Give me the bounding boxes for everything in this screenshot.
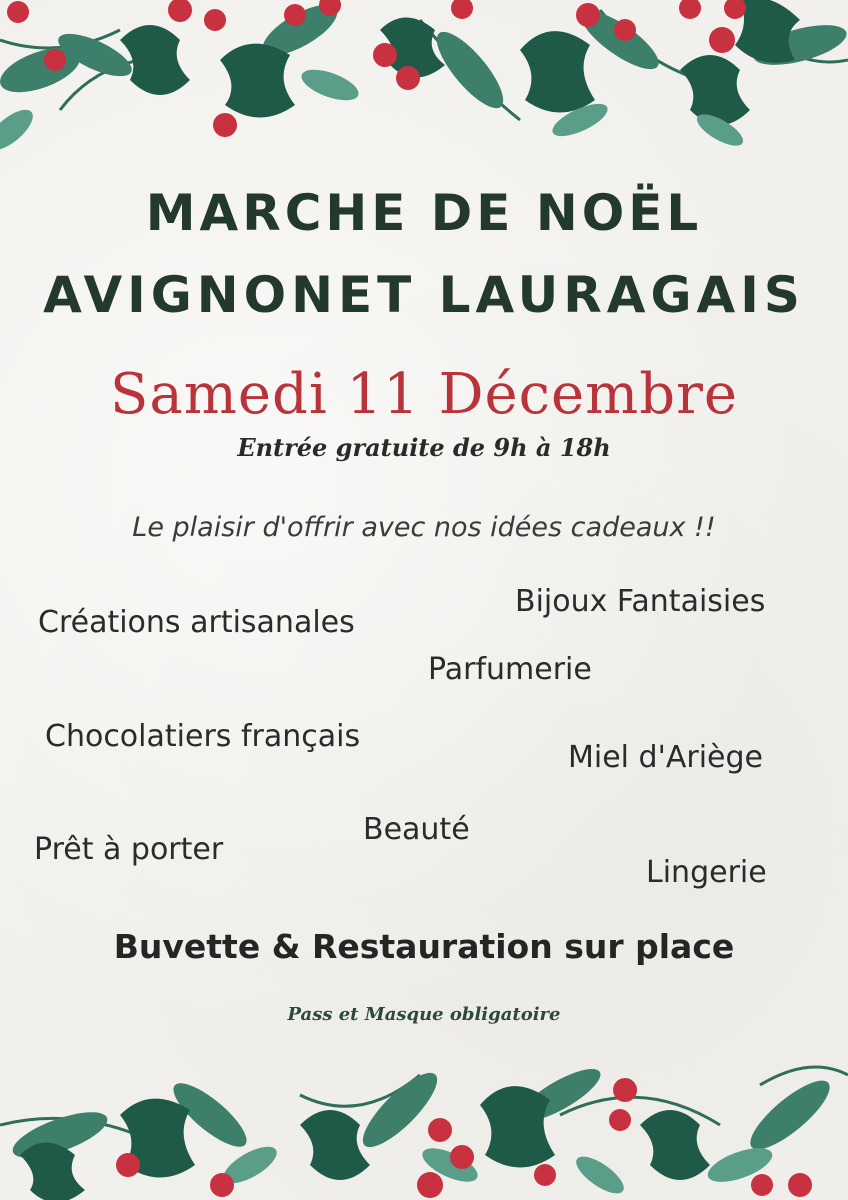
light-leaves [0,63,748,157]
offer-pret-a-porter: Prêt à porter [34,832,224,867]
offer-bijoux: Bijoux Fantaisies [515,584,766,619]
pass-masque-notice: Pass et Masque obligatoire [287,1004,561,1025]
holly-garland-top [0,0,848,170]
tagline: Le plaisir d'offrir avec nos idées cadeaux !! [132,512,716,543]
offer-chocolatiers: Chocolatiers français [45,719,361,754]
title-line-2: AVIGNONET LAURAGAIS [43,266,805,324]
buvette-restauration: Buvette & Restauration sur place [113,927,735,966]
offer-parfumerie: Parfumerie [428,652,592,687]
offer-miel: Miel d'Ariège [568,740,763,775]
offer-lingerie: Lingerie [646,855,767,890]
offer-creations: Créations artisanales [38,605,355,640]
title-line-1: MARCHE DE NOËL [145,184,703,242]
event-date: Samedi 11 Décembre [109,362,738,427]
entry-hours: Entrée gratuite de 9h à 18h [237,433,611,462]
offer-beaute: Beauté [363,812,470,847]
holly-garland-bottom [0,1035,848,1200]
